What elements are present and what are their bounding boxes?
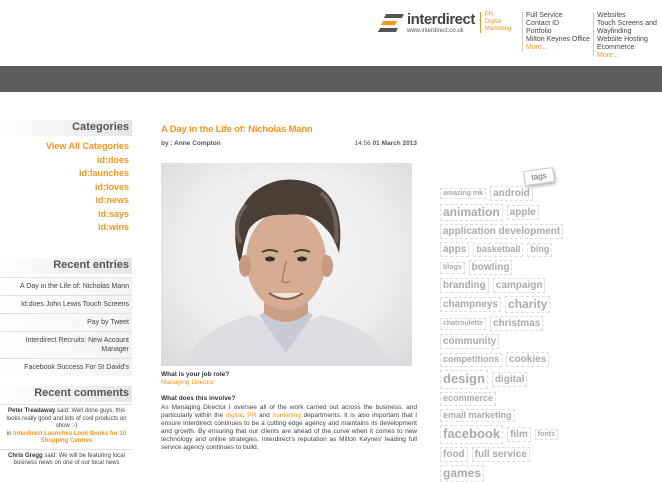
nav-link-ecommerce[interactable]: Ecommerce xyxy=(597,44,635,51)
tag-link[interactable]: charity xyxy=(505,296,550,313)
category-id-news[interactable]: id:news xyxy=(95,195,129,205)
link-marketing[interactable]: marketing xyxy=(272,412,301,419)
tag-link[interactable]: android xyxy=(490,186,533,201)
category-id-launches[interactable]: id:launches xyxy=(78,168,129,178)
comment-text: said: Well done guys, this looks really good and lots of cool products on show :-) xyxy=(6,408,127,429)
tag-link[interactable]: games xyxy=(440,465,484,482)
nav-link-more-1[interactable]: More... xyxy=(526,44,548,51)
post-date: 01 March 2013 xyxy=(372,140,417,147)
article-byline xyxy=(161,140,417,147)
nav-link-wayfinding[interactable]: Wayfinding xyxy=(597,28,632,35)
tag-link[interactable]: community xyxy=(440,334,499,349)
logo-url: www.interdirect.co.uk xyxy=(407,28,464,34)
recent-entry[interactable]: Interdirect Recruits: New Account Manager xyxy=(0,331,132,358)
nav-link-websites[interactable]: Websites xyxy=(597,12,626,19)
comment-author: Chris Gregg xyxy=(8,452,43,459)
tag-link[interactable]: animation xyxy=(440,204,503,221)
comment-text: said: We will be featuring local business news on one of our local news xyxy=(13,452,125,466)
category-id-says[interactable]: id:says xyxy=(97,208,129,219)
tag-link[interactable]: chatroulette xyxy=(440,318,486,330)
comment-in: in xyxy=(6,430,12,437)
nav-link-contact-id[interactable]: Contact ID xyxy=(526,20,560,27)
site-logo[interactable] xyxy=(379,12,511,35)
comment-author: Peter Treadaway xyxy=(8,408,56,414)
comment-item xyxy=(0,449,132,471)
recent-comments-heading: Recent comments xyxy=(34,387,129,399)
link-pr[interactable]: PR xyxy=(247,412,257,419)
tag-link[interactable]: email marketing xyxy=(440,409,515,423)
answer-job-role: Managing Director xyxy=(161,379,215,386)
tag-link[interactable]: apple xyxy=(507,205,539,220)
recent-entry[interactable]: Id:does John Lewis Touch Screens xyxy=(0,295,132,313)
tag-link[interactable]: design xyxy=(440,370,488,388)
recent-entry[interactable]: Facebook Success For St David's xyxy=(0,358,132,376)
link-digital[interactable]: digital xyxy=(225,412,243,419)
answer-involve: As Managing Director I oversee all of the work carried out across the business, and particularly within the digital, PR and marketing departments. It is also important that I ensure Interdirect continues to be a cutting edge agency and maintains its development and growth. By ensuring that our clients are ahead of the curve when it comes to new technology and online strategies, Interdirect's reputation as Milton Keynes' leading full service agency continues to build. xyxy=(161,404,418,451)
logo-tagline: PR Digital Marketing xyxy=(480,12,511,33)
tag-link[interactable]: christmas xyxy=(490,316,543,331)
recent-entry[interactable]: Pay by Tweet xyxy=(0,313,132,331)
nav-link-website-hosting[interactable]: Website Hosting xyxy=(597,36,648,43)
site-header xyxy=(0,0,662,66)
tag-link[interactable]: film xyxy=(507,427,531,442)
tag-link[interactable]: cookies xyxy=(506,352,549,367)
header-bar xyxy=(0,66,662,92)
tag-link[interactable]: branding xyxy=(440,278,489,293)
tag-link[interactable]: facebook xyxy=(440,425,503,443)
tag-link[interactable]: apps xyxy=(440,242,469,257)
question-job-role: What is your job role? xyxy=(161,371,230,378)
post-time: 14:56 xyxy=(354,140,371,147)
article-title: A Day in the Life of: Nicholas Mann xyxy=(161,124,313,135)
tag-cloud xyxy=(440,186,564,482)
tag-link[interactable]: basketball xyxy=(473,243,523,257)
tag-link[interactable]: amazing mk xyxy=(440,188,486,200)
category-id-does[interactable]: id:does xyxy=(96,154,129,165)
recent-entries-list xyxy=(0,277,132,376)
nav-link-milton-keynes-office[interactable]: Milton Keynes Office xyxy=(526,36,591,43)
tag-link[interactable]: competitions xyxy=(440,353,502,367)
recent-entries-heading: Recent entries xyxy=(53,259,129,271)
tag-link[interactable]: full service xyxy=(472,447,530,462)
category-view-all[interactable]: View All Categories xyxy=(45,141,129,151)
recent-comments-list xyxy=(0,404,132,471)
tag-link[interactable]: champneys xyxy=(440,297,501,312)
comment-post-link[interactable]: Interdirect Launches Look Books for 10 Shopping Centres xyxy=(13,430,127,444)
categories-list xyxy=(0,140,132,235)
tag-link[interactable]: food xyxy=(440,447,468,462)
tag-link[interactable]: campaign xyxy=(493,278,546,293)
byline-author: : Anne Compton xyxy=(170,140,221,147)
tag-link[interactable]: fonts xyxy=(535,429,558,441)
logo-mark-icon xyxy=(379,14,405,32)
logo-name: interdirect xyxy=(407,11,475,28)
question-involve: What does this involve? xyxy=(161,395,236,402)
category-id-loves[interactable]: id:loves xyxy=(94,181,129,192)
nav-link-more-2[interactable]: More... xyxy=(597,52,619,59)
tag-link[interactable]: ecommerce xyxy=(440,392,496,406)
tag-link[interactable]: bowling xyxy=(469,260,513,275)
tag-link[interactable]: bing xyxy=(527,243,552,257)
recent-entry[interactable]: A Day in the Life of: Nicholas Mann xyxy=(0,277,132,295)
tag-link[interactable]: digital xyxy=(492,372,527,387)
portrait-photo xyxy=(161,163,412,366)
tag-link[interactable]: blogs xyxy=(440,262,465,274)
category-id-wins[interactable]: id:wins xyxy=(98,222,129,232)
byline-by-label: by xyxy=(161,140,169,147)
tag-link[interactable]: application development xyxy=(440,224,563,239)
tags-label: tags xyxy=(523,167,555,186)
top-nav-services xyxy=(522,12,590,52)
nav-link-full-service[interactable]: Full Service xyxy=(526,12,563,19)
comment-item xyxy=(0,404,132,449)
categories-heading: Categories xyxy=(72,121,129,133)
top-nav-products xyxy=(593,12,657,59)
nav-link-touch-screens[interactable]: Touch Screens and xyxy=(597,20,657,27)
nav-link-portfolio[interactable]: Portfolio xyxy=(526,28,552,35)
